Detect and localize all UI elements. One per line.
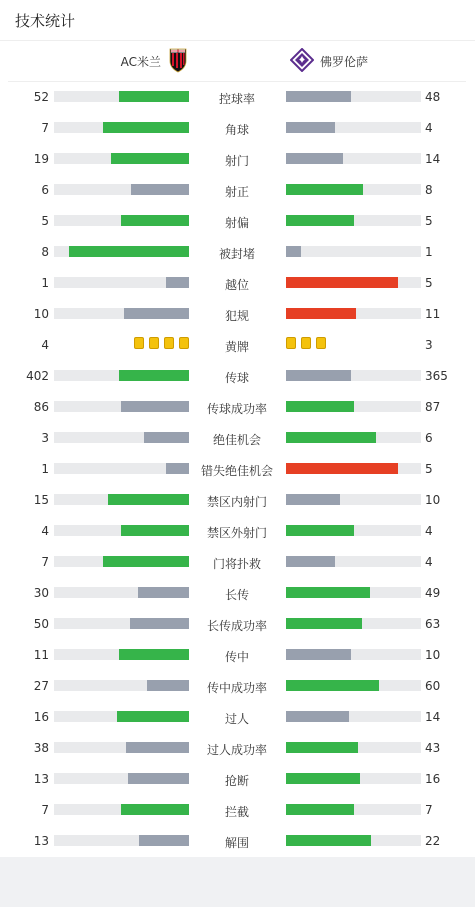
home-stat-value: 402 — [26, 369, 49, 383]
yellow-card-icon — [316, 337, 326, 349]
away-stat-value: 60 — [425, 679, 441, 693]
home-stat-bar — [54, 432, 189, 443]
home-team-name: AC米兰 — [120, 54, 161, 69]
stat-label: 过人 — [224, 712, 249, 726]
home-stat-value: 16 — [33, 710, 49, 724]
stat-row — [0, 392, 475, 423]
home-stat-value: 7 — [41, 555, 49, 569]
away-stat-bar — [286, 494, 421, 505]
home-stat-bar-fill — [130, 618, 189, 629]
away-team-name: 佛罗伦萨 — [320, 54, 369, 69]
stat-label: 禁区内射门 — [206, 495, 267, 509]
home-stat-bar — [54, 370, 189, 381]
away-stat-bar — [286, 432, 421, 443]
stat-row — [0, 609, 475, 640]
stat-label: 犯规 — [224, 309, 249, 323]
home-stat-bar-fill — [121, 401, 189, 412]
away-stat-value: 1 — [425, 245, 433, 259]
home-stat-value: 27 — [33, 679, 49, 693]
away-yellow-cards — [286, 337, 326, 350]
away-stat-bar — [286, 215, 421, 226]
stat-label: 传中成功率 — [206, 681, 267, 695]
home-stat-bar-fill — [119, 91, 189, 102]
home-stat-value: 10 — [33, 307, 49, 321]
home-stat-bar-fill — [103, 122, 189, 133]
home-stat-value: 6 — [41, 183, 49, 197]
home-stat-bar — [54, 711, 189, 722]
stat-row — [0, 361, 475, 392]
home-stat-bar — [54, 587, 189, 598]
home-stat-bar — [54, 618, 189, 629]
home-stat-value: 7 — [41, 121, 49, 135]
away-stat-bar — [286, 680, 421, 691]
away-stat-bar-fill — [286, 122, 335, 133]
away-stat-value: 3 — [425, 338, 433, 352]
away-stat-bar — [286, 804, 421, 815]
home-stat-value: 52 — [33, 90, 49, 104]
away-stat-value: 11 — [425, 307, 441, 321]
away-stat-bar-fill — [286, 308, 356, 319]
home-stat-bar — [54, 649, 189, 660]
home-stat-value: 13 — [33, 772, 49, 786]
away-stat-bar — [286, 773, 421, 784]
stat-label: 长传 — [224, 588, 249, 602]
yellow-card-icon — [179, 337, 189, 349]
home-stat-bar-fill — [121, 525, 189, 536]
stat-row — [0, 485, 475, 516]
home-stat-bar — [54, 153, 189, 164]
away-stat-bar — [286, 122, 421, 133]
stat-label: 拦截 — [224, 805, 249, 819]
stat-label: 门将扑救 — [212, 557, 261, 571]
home-stat-bar-fill — [144, 432, 189, 443]
stat-row — [0, 578, 475, 609]
away-stat-bar — [286, 587, 421, 598]
home-stat-bar-fill — [108, 494, 189, 505]
away-stat-value: 43 — [425, 741, 441, 755]
away-stat-bar-fill — [286, 649, 351, 660]
home-stat-value: 8 — [41, 245, 49, 259]
away-stat-value: 63 — [425, 617, 441, 631]
home-stat-bar — [54, 680, 189, 691]
yellow-card-icon — [286, 337, 296, 349]
away-stat-value: 5 — [425, 214, 433, 228]
away-stat-bar — [286, 401, 421, 412]
away-stat-value: 14 — [425, 152, 441, 166]
away-stat-bar-fill — [286, 91, 351, 102]
stat-row — [0, 423, 475, 454]
away-stat-bar-fill — [286, 184, 363, 195]
stat-row — [0, 516, 475, 547]
home-stat-value: 38 — [33, 741, 49, 755]
stat-row — [0, 547, 475, 578]
away-stat-bar — [286, 184, 421, 195]
home-stat-value: 50 — [33, 617, 49, 631]
stat-label: 角球 — [224, 123, 249, 137]
teams-header — [0, 41, 475, 81]
fiorentina-crest-icon — [290, 48, 314, 75]
stat-row — [0, 702, 475, 733]
away-stat-bar — [286, 308, 421, 319]
away-stat-value: 22 — [425, 834, 441, 848]
stat-label: 射偏 — [224, 216, 249, 230]
away-stat-value: 4 — [425, 121, 433, 135]
home-stat-bar — [54, 91, 189, 102]
home-stat-value: 7 — [41, 803, 49, 817]
stat-row — [0, 144, 475, 175]
stat-label: 黄牌 — [224, 340, 249, 354]
home-stat-bar-fill — [124, 308, 189, 319]
home-stat-bar-fill — [138, 587, 189, 598]
away-stat-bar-fill — [286, 153, 343, 164]
stat-label: 错失绝佳机会 — [200, 464, 273, 478]
yellow-card-icon — [134, 337, 144, 349]
stat-label: 禁区外射门 — [206, 526, 267, 540]
away-stat-value: 5 — [425, 462, 433, 476]
away-stat-value: 4 — [425, 555, 433, 569]
away-stat-value: 10 — [425, 493, 441, 507]
away-stat-bar — [286, 835, 421, 846]
stat-row — [0, 795, 475, 826]
away-stat-bar — [286, 556, 421, 567]
stat-row — [0, 175, 475, 206]
away-stat-value: 49 — [425, 586, 441, 600]
home-stat-bar — [54, 494, 189, 505]
away-stat-bar-fill — [286, 277, 398, 288]
home-stat-bar-fill — [111, 153, 189, 164]
away-stat-bar — [286, 618, 421, 629]
home-stat-bar-fill — [139, 835, 189, 846]
stat-label: 绝佳机会 — [212, 433, 261, 447]
away-stat-value: 87 — [425, 400, 441, 414]
stat-row — [0, 206, 475, 237]
home-stat-bar-fill — [121, 804, 189, 815]
home-stat-value: 19 — [33, 152, 49, 166]
away-stat-bar-fill — [286, 556, 335, 567]
away-stat-value: 8 — [425, 183, 433, 197]
stat-label: 过人成功率 — [206, 743, 267, 757]
stat-label: 传中 — [224, 650, 249, 664]
home-stat-bar-fill — [147, 680, 189, 691]
away-stat-value: 5 — [425, 276, 433, 290]
stat-label: 传球成功率 — [206, 402, 267, 416]
away-stat-bar-fill — [286, 246, 301, 257]
stat-row — [0, 82, 475, 113]
home-stat-value: 30 — [33, 586, 49, 600]
stat-label: 长传成功率 — [206, 619, 267, 633]
stat-label: 被封堵 — [218, 247, 255, 261]
away-stat-bar-fill — [286, 618, 362, 629]
away-stat-bar — [286, 463, 421, 474]
home-stat-value: 13 — [33, 834, 49, 848]
away-stat-bar-fill — [286, 494, 340, 505]
away-stat-bar — [286, 246, 421, 257]
home-stat-value: 4 — [41, 524, 49, 538]
home-stat-value: 4 — [41, 338, 49, 352]
stat-label: 抢断 — [224, 774, 249, 788]
home-stat-bar-fill — [166, 463, 189, 474]
home-stat-bar-fill — [117, 711, 189, 722]
home-stat-bar-fill — [103, 556, 189, 567]
stat-label: 射门 — [224, 154, 249, 168]
away-stat-bar — [286, 742, 421, 753]
home-stat-value: 11 — [33, 648, 49, 662]
home-stat-bar — [54, 773, 189, 784]
stat-label: 射正 — [224, 185, 249, 199]
stat-label: 越位 — [224, 278, 249, 292]
stat-label: 传球 — [224, 371, 249, 385]
away-stat-bar — [286, 711, 421, 722]
away-stat-value: 365 — [425, 369, 448, 383]
ac-milan-crest-icon — [169, 47, 187, 76]
away-stat-value: 16 — [425, 772, 441, 786]
home-stat-bar-fill — [119, 649, 189, 660]
stat-row — [0, 671, 475, 702]
home-stat-bar — [54, 277, 189, 288]
away-stat-bar — [286, 277, 421, 288]
home-stat-bar-fill — [121, 215, 189, 226]
home-stat-bar-fill — [128, 773, 189, 784]
away-stat-bar — [286, 649, 421, 660]
away-team[interactable] — [290, 49, 368, 73]
yellow-card-icon — [164, 337, 174, 349]
away-stat-value: 10 — [425, 648, 441, 662]
away-stat-bar-fill — [286, 215, 354, 226]
stat-row — [0, 237, 475, 268]
stat-row — [0, 268, 475, 299]
away-stat-bar-fill — [286, 401, 354, 412]
home-stat-bar — [54, 804, 189, 815]
stat-row — [0, 113, 475, 144]
home-stat-bar-fill — [166, 277, 189, 288]
away-stat-bar-fill — [286, 680, 379, 691]
away-stat-bar — [286, 153, 421, 164]
stat-row — [0, 299, 475, 330]
stat-row — [0, 764, 475, 795]
home-stat-bar — [54, 525, 189, 536]
stat-row — [0, 640, 475, 671]
home-stat-bar — [54, 184, 189, 195]
away-stat-value: 4 — [425, 524, 433, 538]
stat-row — [0, 454, 475, 485]
away-stat-bar-fill — [286, 773, 360, 784]
yellow-card-icon — [149, 337, 159, 349]
home-stat-bar — [54, 215, 189, 226]
home-stat-bar-fill — [126, 742, 189, 753]
home-stat-value: 15 — [33, 493, 49, 507]
away-stat-bar-fill — [286, 370, 351, 381]
home-stat-bar — [54, 308, 189, 319]
away-stat-value: 14 — [425, 710, 441, 724]
away-stat-value: 6 — [425, 431, 433, 445]
stat-row — [0, 330, 475, 361]
stat-row — [0, 733, 475, 764]
home-stat-bar-fill — [131, 184, 189, 195]
home-team[interactable] — [121, 49, 187, 73]
home-stat-bar-fill — [119, 370, 189, 381]
home-stat-value: 3 — [41, 431, 49, 445]
home-stat-value: 1 — [41, 462, 49, 476]
home-stat-bar — [54, 742, 189, 753]
away-stat-bar-fill — [286, 463, 398, 474]
home-stat-bar — [54, 401, 189, 412]
home-stat-bar — [54, 246, 189, 257]
away-stat-value: 7 — [425, 803, 433, 817]
away-stat-bar-fill — [286, 525, 354, 536]
home-stat-bar — [54, 556, 189, 567]
away-stat-bar-fill — [286, 804, 354, 815]
home-stat-value: 5 — [41, 214, 49, 228]
away-stat-bar-fill — [286, 742, 358, 753]
away-stat-bar — [286, 370, 421, 381]
home-stat-bar — [54, 122, 189, 133]
away-stat-bar-fill — [286, 432, 376, 443]
stat-row — [0, 826, 475, 857]
away-stat-bar-fill — [286, 587, 370, 598]
home-stat-bar — [54, 835, 189, 846]
away-stat-value: 48 — [425, 90, 441, 104]
home-stat-value: 1 — [41, 276, 49, 290]
home-stat-bar — [54, 463, 189, 474]
stat-label: 解围 — [224, 836, 249, 850]
home-stat-value: 86 — [33, 400, 49, 414]
away-stat-bar — [286, 91, 421, 102]
home-stat-bar-fill — [69, 246, 189, 257]
away-stat-bar-fill — [286, 711, 349, 722]
away-stat-bar — [286, 525, 421, 536]
yellow-card-icon — [301, 337, 311, 349]
away-stat-bar-fill — [286, 835, 371, 846]
home-yellow-cards — [134, 337, 189, 350]
page-title: 技术统计 — [15, 12, 76, 30]
stat-label: 控球率 — [218, 92, 255, 106]
